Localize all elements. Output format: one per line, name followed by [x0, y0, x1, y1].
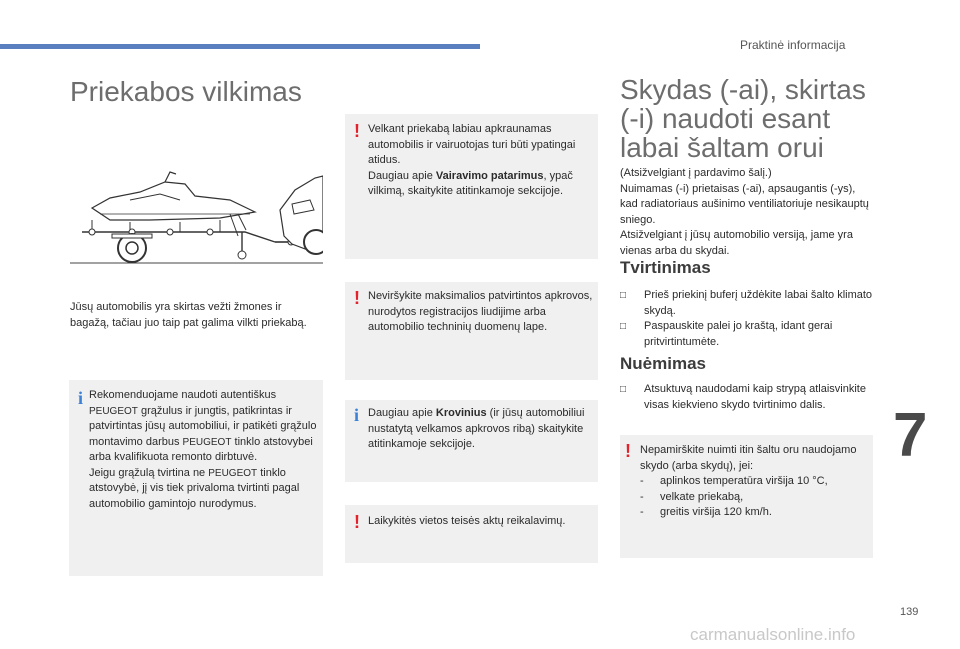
info-box-genuine-parts — [69, 380, 323, 576]
list-item: - velkate priekabą, — [640, 490, 744, 503]
square-bullet-icon: □ — [620, 321, 627, 332]
watermark: carmanualsonline.info — [690, 625, 856, 644]
warning-icon: ! — [354, 288, 360, 308]
list-item: □ Paspauskite palei jo kraštą, idant gerai pritvirtintumėte. — [620, 320, 833, 348]
section-title: Skydas (-ai), skirtas (-i) naudoti esant labai šaltam orui — [620, 74, 866, 163]
info-text: Daugiau apie Krovinius (ir jūsų automobiliui nustatytą velkamos apkrovos ribą) skaitykite atitinkamoje sekcijoje. — [368, 407, 585, 450]
info-icon: i — [78, 388, 84, 408]
warning-text: Laikykitės vietos teisės aktų reikalavimų. — [368, 515, 566, 527]
info-box-loads — [345, 400, 598, 482]
list-item: □ Atsuktuvą naudodami kaip strypą atlaisvinkite visas kiekvieno skydo tvirtinimo dalis. — [620, 383, 866, 411]
warning-box-local-law — [345, 505, 598, 563]
removal-heading: Nuėmimas — [620, 354, 706, 373]
page-number: 139 — [900, 606, 919, 618]
warning-text: Velkant priekabą labiau apkraunamas automobilis ir vairuotojas turi būti ypatingai atidus. Daugiau apie Vairavimo patarimus, ypač vilkimą, skaitykite atitinkamoje sekcijoje. — [368, 123, 576, 197]
section-label: Praktinė informacija — [740, 38, 846, 52]
cold-screen-intro: (Atsižvelgiant į pardavimo šalį.) Nuimamas (-i) prietaisas (-ai), apsaugantis (-ys), kad radiatoriaus aušinimo ventiliatoriuje nesikauptų sniego. Atsižvelgiant į jūsų automobilio versiją, jame yra vienas arba du skydai. — [620, 167, 869, 257]
warning-text: Neviršykite maksimalios patvirtintos apkrovos, nurodytos registracijos liudijime arba automobilio techninių duomenų lape. — [368, 290, 593, 333]
page-title: Priekabos vilkimas — [70, 76, 302, 107]
warning-box-driving — [345, 114, 598, 259]
warning-icon: ! — [354, 512, 360, 532]
list-item: - aplinkos temperatūra viršija 10 °C, — [640, 475, 828, 487]
fitting-heading: Tvirtinimas — [620, 258, 711, 277]
warning-text: Nepamirškite nuimti itin šaltu oru naudojamo skydo (arba skydų), jei: - aplinkos temperatūra viršija 10 °C, - velkate priekabą, - greitis viršija 120 km/h. — [640, 443, 868, 521]
square-bullet-icon: □ — [620, 290, 627, 301]
info-icon: i — [354, 405, 360, 425]
list-item: □ Prieš priekinį buferį uždėkite labai šalto klimato skydą. — [620, 289, 873, 317]
list-item: - greitis viršija 120 km/h. — [640, 506, 772, 518]
header-accent-bar — [0, 44, 480, 49]
warning-box-max-load — [345, 282, 598, 380]
trailer-illustration — [70, 170, 323, 265]
square-bullet-icon: □ — [620, 384, 627, 395]
warning-icon: ! — [625, 441, 631, 461]
intro-text: Jūsų automobilis yra skirtas vežti žmones ir bagažą, tačiau juo taip pat galima vilkti priekabą. — [70, 301, 307, 329]
chapter-number: 7 — [893, 401, 928, 470]
warning-box-remove-screen — [620, 435, 873, 558]
warning-icon: ! — [354, 121, 360, 141]
info-box-text: Rekomenduojame naudoti autentiškus PEUGEOT grąžulus ir jungtis, patikrintas ir patvirtintas jūsų automobiliui, ir patikėti grąžulo montavimo darbus PEUGEOT tinklo atstovybei arba kvalifikuota remonto dirbtuvė. Jeigu grąžulą tvirtina ne PEUGEOT tinklo atstovybė, jį vis tiek privaloma tvirtinti pagal automobilio gamintojo nurodymus. — [89, 389, 317, 510]
